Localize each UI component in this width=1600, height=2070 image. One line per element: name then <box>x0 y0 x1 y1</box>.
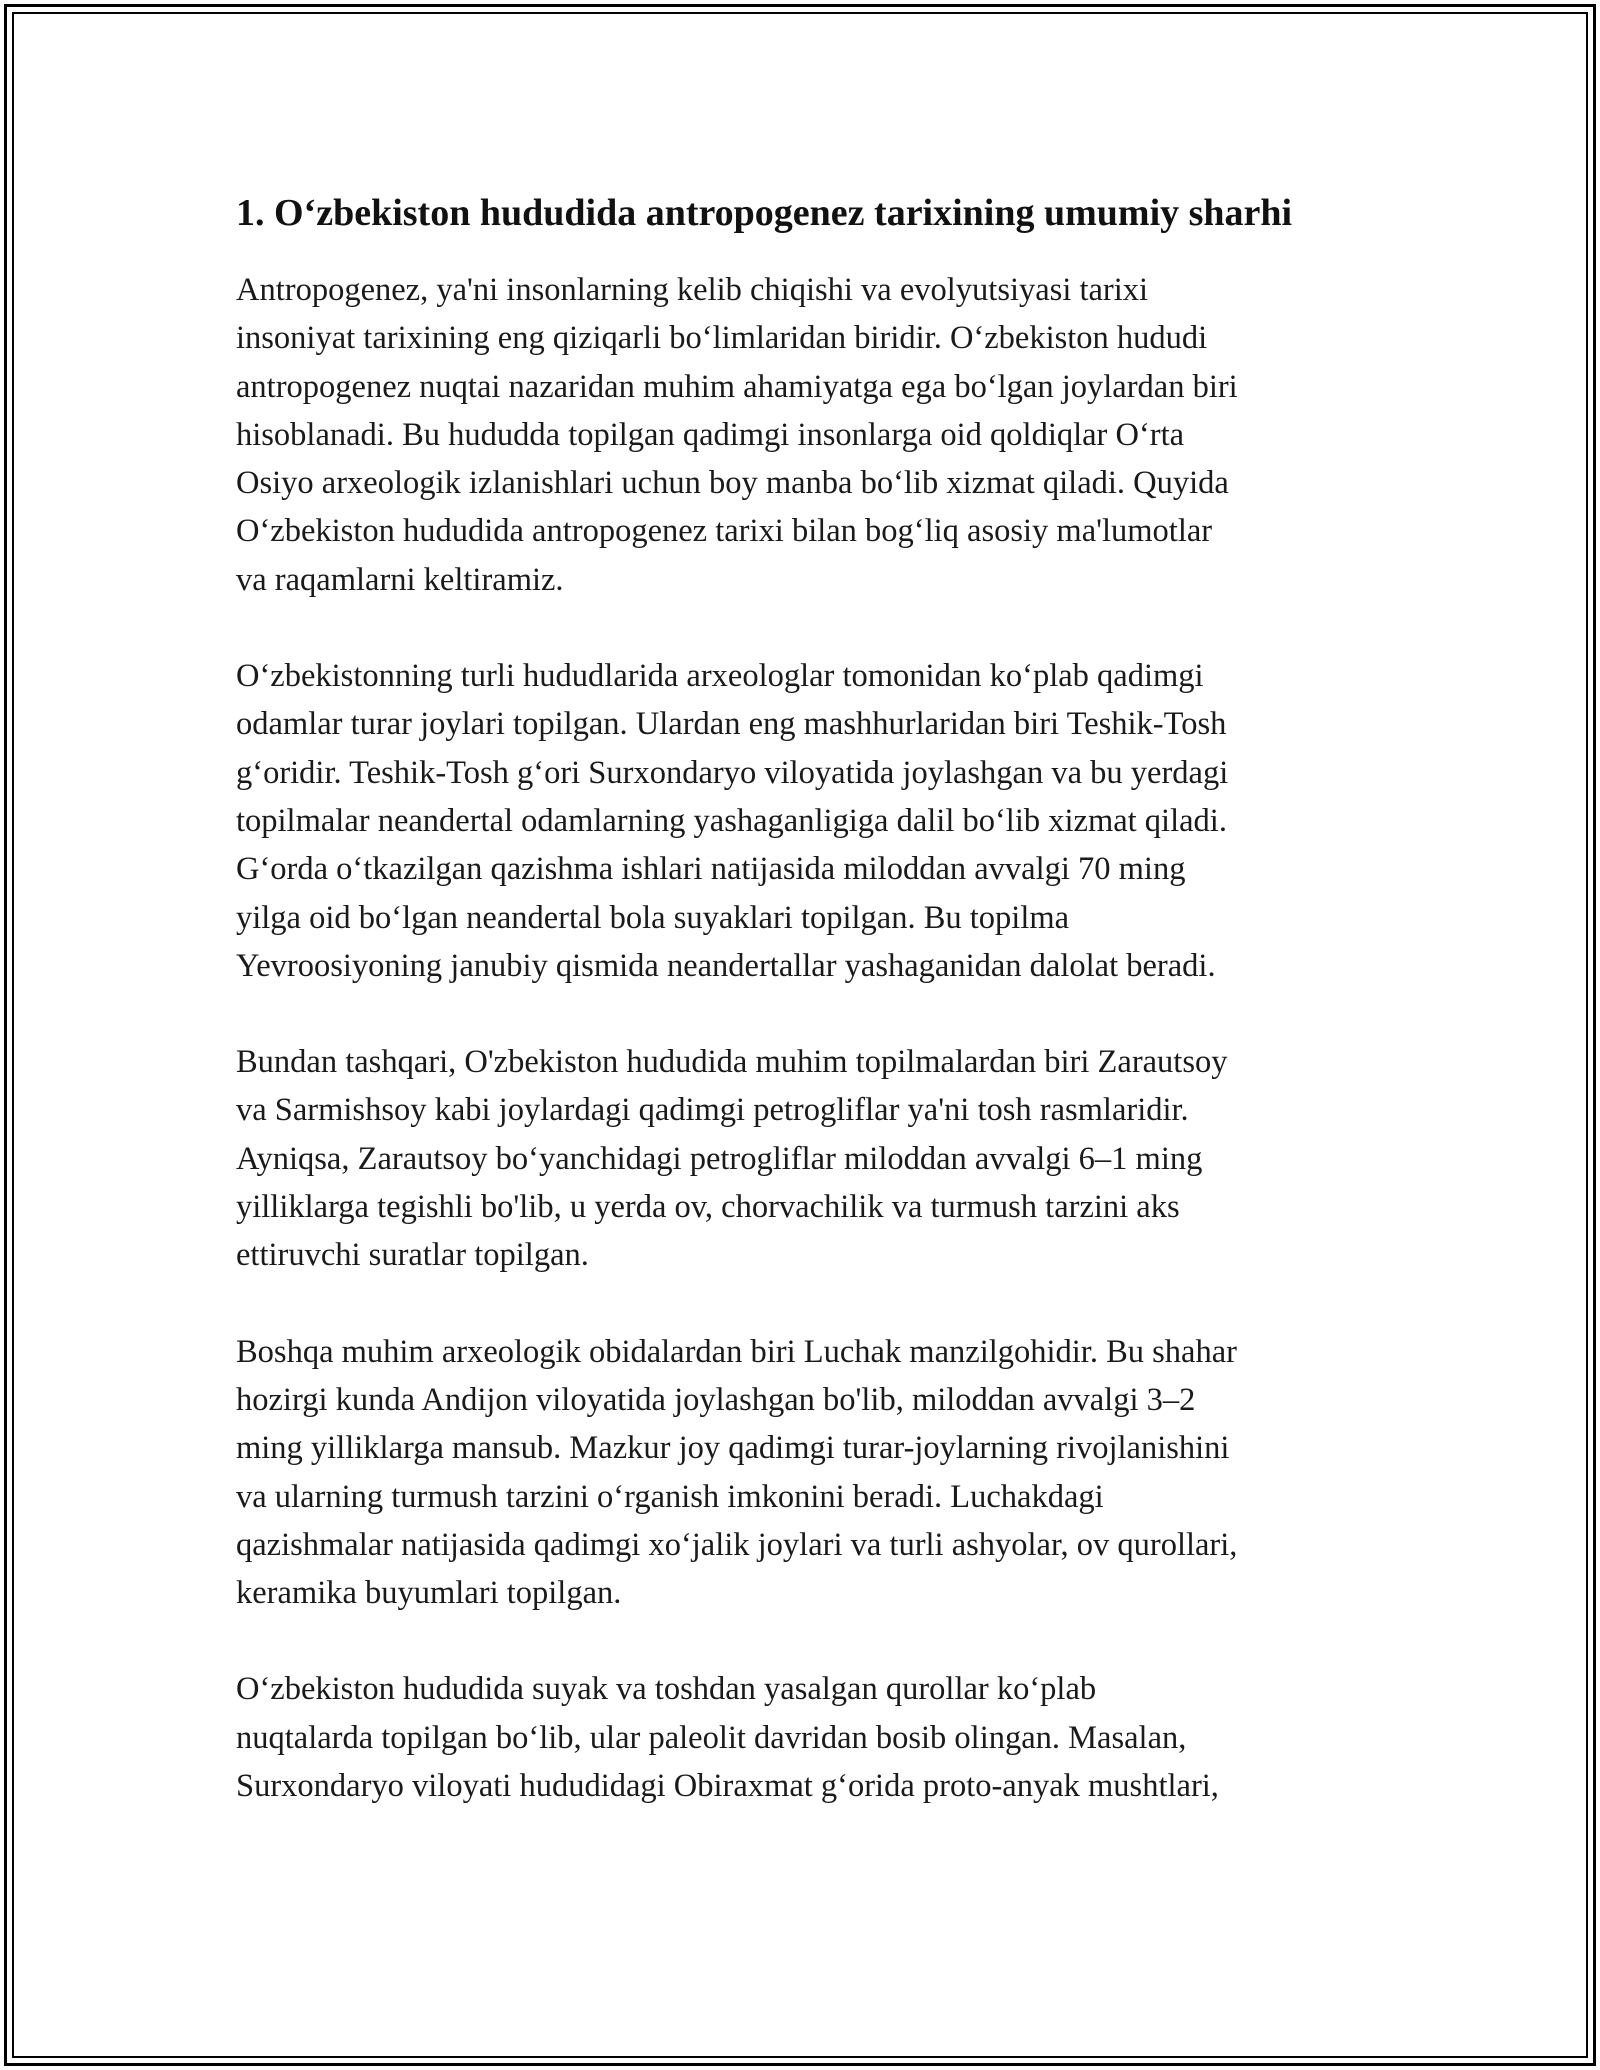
paragraph-luchak: Boshqa muhim arxeologik obidalardan biri Luchak manzilgohidir. Bu shahar hozirgi kunda Andijon viloyatida joylashgan bo'lib, miloddan avvalgi 3–2 ming yilliklarga mansub. Mazkur joy qadimgi turar-joylarning rivojlanishini va ularning turmush tarzini o‘rganish imkonini beradi. Luchakdagi qazishmalar natijasida qadimgi xo‘jalik joylari va turli ashyolar, ov qurollari, keramika buyumlari topilgan. <box>236 1333 1238 1612</box>
paragraph-tools: O‘zbekiston hududida suyak va toshdan yasalgan qurollar ko‘plab nuqtalarda topilgan bo‘lib, ular paleolit davridan bosib olingan. Masalan, Surxondaryo viloyati hududidagi Obiraxmat g‘orida proto-anyak mushtlari, <box>236 1671 1219 1805</box>
paragraph-petroglyphs: Bundan tashqari, O'zbekiston hududida muhim topilmalardan biri Zarautsoy va Sarmishsoy kabi joylardagi qadimgi petrogliflar ya'ni tosh rasmlaridir. Ayniqsa, Zarautsoy bo‘yanchidagi petrogliflar miloddan avvalgi 6–1 ming yilliklarga tegishli bo'lib, u yerda ov, chorvachilik va turmush tarzini aks ettiruvchi suratlar topilgan. <box>236 1044 1228 1274</box>
paragraph-teshik-tosh: O‘zbekistonning turli hududlarida arxeologlar tomonidan ko‘plab qadimgi odamlar turar joylari topilgan. Ulardan eng mashhurlaridan biri Teshik-Tosh g‘oridir. Teshik-Tosh g‘ori Surxondaryo viloyatida joylashgan va bu yerdagi topilmalar neandertal odamlarning yashaganligiga dalil bo‘lib xizmat qiladi. G‘orda o‘tkazilgan qazishma ishlari natijasida miloddan avvalgi 70 ming yilga oid bo‘lgan neandertal bola suyaklari topilgan. Bu topilma Yevroosiyoning janubiy qismida neandertallar yashaganidan dalolat beradi. <box>236 658 1229 984</box>
paragraph-antropogenez-intro: Antropogenez, ya'ni insonlarning kelib chiqishi va evolyutsiyasi tarixi insoniyat tarixining eng qiziqarli bo‘limlaridan biridir. O‘zbekiston hududi antropogenez nuqtai nazaridan muhim ahamiyatga ega bo‘lgan joylardan biri hisoblanadi. Bu hududda topilgan qadimgi insonlarga oid qoldiqlar O‘rta Osiyo arxeologik izlanishlari uchun boy manba bo‘lib xizmat qiladi. Quyida O‘zbekiston hududida antropogenez tarixi bilan bog‘liq asosiy ma'lumotlar va raqamlarni keltiramiz. <box>236 272 1238 598</box>
document-page <box>236 186 1386 1858</box>
section-heading: 1. O‘zbekiston hududida antropogenez tarixining umumiy sharhi <box>236 192 1293 234</box>
